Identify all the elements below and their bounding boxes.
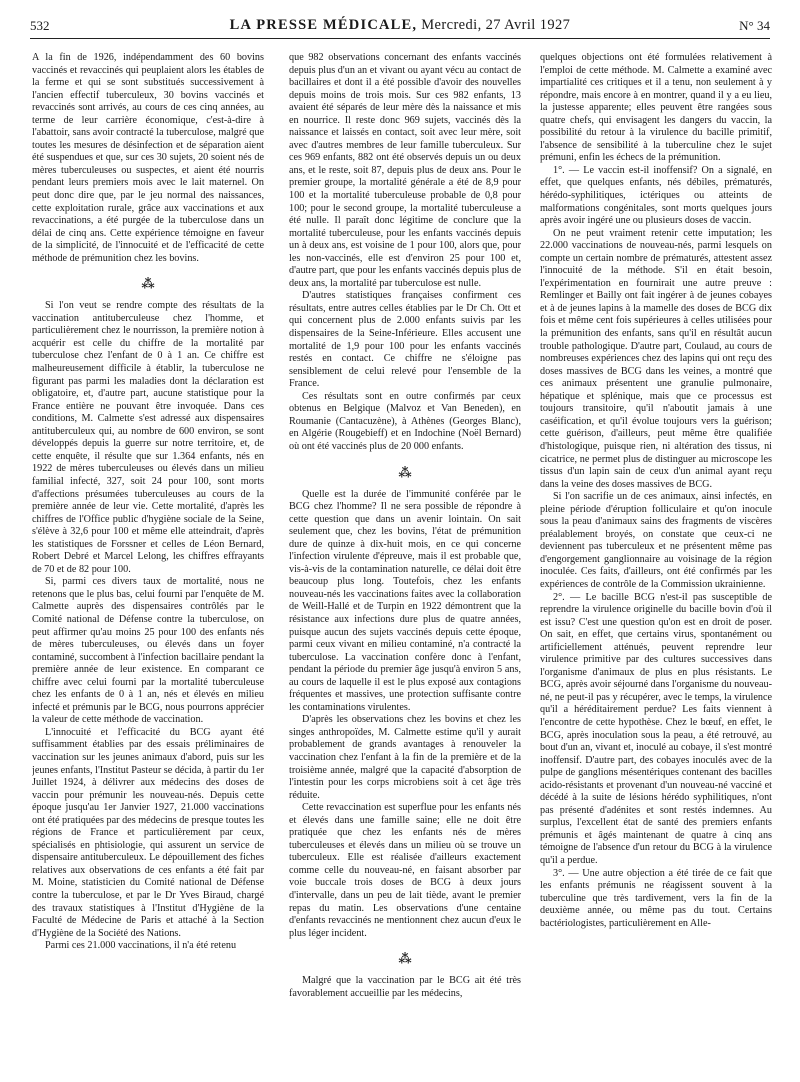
paragraph: D'autres statistiques françaises confirment ces résultats, entre autres celles établies par le Dr Ch. Ott et qui concernent plus de 2.000 enfants suivis par les dispensaires de la Seine-Inférieure. Elles accusent une mortalité de 1,9 pour 100 pour les enfants vaccinés restés en contact. Ce chiffre ne s'éloigne pas sensiblement de celui relevé pour l'ensemble de la France. (289, 290, 521, 390)
column-right (540, 52, 772, 1076)
paragraph: Parmi ces 21.000 vaccinations, il n'a été retenu (45, 940, 237, 952)
paragraph: Ces résultats sont en outre confirmés par ceux obtenus en Belgique (Malvoz et Van Beneden), en Roumanie (Cantacuzène), à Athènes (Georges Blanc), en Algérie (Rougebieff) et en Indochine (Noël Bernard) où ont été vaccinés plus de 20 000 enfants. (289, 390, 521, 452)
asterism-separator: ⁂ (398, 951, 412, 967)
issue-number: N° 34 (739, 18, 770, 33)
running-title (30, 17, 770, 34)
issue-date: Mercredi, 27 Avril 1927 (421, 17, 571, 33)
paragraph: Si, parmi ces divers taux de mortalité, nous ne retenons que le plus bas, celui fourni par l'enquête de M. Calmette auprès des dispensaires contrôlés par le Comité national de Défense contre la tuberculose, on peut affirmer qu'au moins 25 pour 100 des enfants nés de mères tuberculeuses, ou élevés dans un foyer contaminé, succombent à l'infection bacillaire pendant la première année de leur existence. En comparant ce chiffre avec celui fourni par la mortalité tuberculeuse chez les enfants de 0 à 1 an, nés et élevés en milieu infecté et prémunis par le BCG, nous pourrons apprécier la valeur de cette méthode de vaccination. (32, 576, 264, 726)
paragraph: quelques objections ont été formulées relativement à l'emploi de cette méthode. M. Calmette a examiné avec impartialité ces critiques et il a tenu, non seulement à y répondre, mais encore à en montrer, quand il y a eu lieu, la justesse apparente; elles peuvent être rangées sous quatre chefs, qui envisagent les dangers du vaccin, la possibilité du retour à la virulence du bacille primitif, l'absence de sensibilité à la tuberculine chez le sujet prémuni, enfin les échecs de la prémunition. (540, 52, 772, 164)
column-middle (289, 52, 521, 1076)
paragraph: Si l'on sacrifie un de ces animaux, ainsi infectés, en pleine période d'éruption folliculaire et qu'on inocule sous la peau d'animaux sains des fragments de viscères préalablement broyés, on constate que ceux-ci ne deviennent pas tuberculeux et ne présentent même pas d'engorgement ganglionnaire au voisinage de la région inoculée. Ces faits, d'ailleurs, ont été confirmés par les expériences de contrôle de la Commission ukrainienne. (540, 491, 772, 590)
page-header (30, 14, 770, 39)
page-number: 532 (30, 18, 50, 33)
paragraph: 3°. — Une autre objection a été tirée de ce fait que les enfants prémunis ne réagissent souvent à la tuberculine que très tardivement, vers la fin de la deuxième année, ou même pas du tout. Certains bactériologistes, particulièrement en Alle- (540, 867, 772, 929)
paragraph: Quelle est la durée de l'immunité conférée par le BCG chez l'homme? Il ne sera possible de répondre à cette question que dans un avenir lointain. On sait seulement que, chez les bovins, l'état de prémunition dure de quinze à dix-huit mois, en ce qui concerne l'infection virulente d'épreuve, mais il est probable que, vis-à-vis de la contamination naturelle, ce délai doit être beaucoup plus long. Toutefois, chez les enfants nouveau-nés les vaccinations faites avec la collaboration de Weill-Hallé et de Turpin en 1922 démontrent que la résistance aux infections dure plus de quatre années, puisque aucun des sujets vaccinés depuis cette époque, parmi ceux vivant en milieu contaminé, n'a contracté la tuberculose. La vaccination confère donc à l'enfant, pendant la période du premier âge jusqu'à environ 5 ans, au cours de laquelle il est le plus exposé aux contagions fréquentes et massives, une protection suffisante contre les contaminations virulentes. (289, 488, 521, 713)
paragraph: que 982 observations concernant des enfants vaccinés depuis plus d'un an et vivant ou ayant vécu au contact de bacillaires et dont il a été possible d'avoir des nouvelles depuis moins de trois mois. Sur ces 982 enfants, 13 avaient été séparés de leur mère dès la naissance et mis en nourrice. Il reste donc 969 sujets, vaccinés dès la naissance et laissés en contact, soit avec leur mère, soit avec d'autres membres de leur famille tuberculeux. Sur ces 969 enfants, 882 ont été observés depuis un ou deux ans, et le reste, soit 87, depuis plus de deux ans. Pour le premier groupe, la mortalité générale a été de 8,9 pour 100 et la mortalité tuberculeuse probable de 0,8 pour 100; pour le second groupe, la mortalité tuberculeuse a été nulle. Il paraît donc légitime de conclure que la mortalité tuberculeuse, pour les enfants vaccinés depuis un à deux ans, est voisine de 1 pour 100, alors que, pour les non-vaccinés, elle est d'environ 25 pour 100 et, d'autre part, que pour les enfants vaccinés depuis plus de deux ans, la mortalité par tuberculose est nulle. (289, 52, 521, 289)
paragraph: Malgré que la vaccination par le BCG ait été très favorablement accueillie par les médecins, (289, 975, 521, 999)
paragraph: A la fin de 1926, indépendamment des 60 bovins vaccinés et revaccinés qui peuplaient alors les étables de la ferme et qui se sont substitués successivement à l'ancien effectif tuberculeux, 30 bovins vaccinés et revaccinés sont arrivés, au cours de ces cinq années, au terme de leur carrière économique, c'est-à-dire à l'abattoir, sans avoir contracté la tuberculose, malgré que toutes les mesures de désinfection et de séparation aient été suspendues et que, sur ces 30 sujets, 20 soient nés de mères tuberculeuses ou suspectes, et aient été nourris pendant leurs premiers mois avec le lait maternel. On peut donc dire que, par le jeu normal des naissances, cette exploitation rurale, grâce aux vaccinations et aux revaccinations, a été purgée de la tuberculose dans un délai de cinq ans. Cette expérience témoigne en faveur de la simplicité, de l'innocuité et de l'efficacité de cette méthode de prémunition chez les bovins. (32, 52, 264, 264)
asterism-separator: ⁂ (141, 276, 155, 292)
paragraph: Cette revaccination est superflue pour les enfants nés et élevés dans une famille saine; elle ne doit être pratiquée que chez les enfants nés de mères tuberculeuses et élevés dans un milieu où se trouve un tuberculeux. Elle est réalisée d'ailleurs exactement comme celle du nouveau-né, en faisant absorber par voie buccale trois doses de BCG à deux jours d'intervalle, dans un peu de lait tiède, avant le premier repas du matin. Les observations d'une centaine d'enfants revaccinés ne mentionnent chez aucun d'eux le plus léger incident. (289, 802, 521, 939)
paragraph: 2°. — Le bacille BCG n'est-il pas susceptible de reprendre la virulence originelle du bacille bovin d'où il est issu? C'est une question qu'on est en droit de poser. On sait, en effet, que certains virus, spontanément ou artificiellement atténués, peuvent reprendre leur virulence primitive par des cultures successives dans l'organisme d'animaux de plus en plus résistants. Le BCG, après avoir séjourné dans l'organisme du nouveau-né, ne peut-il pas y récupérer, avec le temps, la virulence qu'il a héréditairement perdue? Les faits viennent à l'encontre de cette hypothèse. Chez le bœuf, en effet, le BCG, après inoculation sous la peau, a été retrouvé, au bout d'un an, vivant et, inoculé au cobaye, il s'est montré inoffensif. D'autre part, des cobayes inoculés avec de la pulpe de ganglions mésentériques contenant des bacilles acido-résistants et provenant d'un nouveau-né vacciné et décédé à la suite de lésions hérédo syphilitiques, n'ont pas présenté d'adénites et sont restés indemnes. Au surplus, l'excellent état de santé des premiers enfants prémunis et âgés maintenant de quatre à cinq ans témoigne de l'absence d'un retour du BCG à la virulence qu'il a perdue. (540, 591, 772, 866)
asterism-separator: ⁂ (398, 464, 412, 480)
column-left (32, 52, 264, 1076)
paragraph: 1°. — Le vaccin est-il inoffensif? On a signalé, en effet, que quelques enfants, nés débiles, prématurés, hérédo-syphilitiques, ictériques ou atteints de malformations congénitales, sont morts quelques jours après avoir ingéré une ou plusieurs doses de vaccin. (540, 164, 772, 227)
paragraph: On ne peut vraiment retenir cette imputation; les 22.000 vaccinations de nouveau-nés, parmi lesquels on compte un certain nombre de prématurés, attestent assez l'innocuité de la méthode. S'il en était besoin, l'expérimentation en fournirait une autre preuve : Remlinger et Bailly ont fait ingérer à de jeunes cobayes et à de jeunes lapins à la mamelle des doses de BCG dix fois et même cent fois supérieures à celles utilisées pour la prémunition des enfants, sans qu'il en résultât aucun trouble pathologique. D'autre part, Coulaud, au cours de nombreuses expériences chez des lapins qui ont reçu des doses massives de BCG dans les veines, a montré que ces animaux présentent une granulie pulmonaire, hépatique et splénique, mais que ce processus est toujours transitoire, qu'il n'aboutit jamais à une caséification, et qu'il évolue toujours vers la guérison; cette guérison, d'ailleurs, peut même être qualifiée d'histologique, puisque rien, ni altération des tissus, ni cicatrice, ne permet plus de distinguer au microscope les tissus d'un lapin sain de ceux d'un animal ayant reçu dans la veine des doses massives de BCG. (540, 227, 772, 490)
paragraph: L'innocuité et l'efficacité du BCG ayant été suffisamment établies par des essais préliminaires de vaccination sur les jeunes animaux d'abord, puis sur les jeunes enfants, l'Institut Pasteur se décida, à partir du 1er Juillet 1924, à délivrer aux médecins des doses de vaccin pour prémunir les nouveau-nés. Depuis cette époque jusqu'au 1er Janvier 1927, 21.000 vaccinations ont été pratiquées par des médecins de presque toutes les régions de France et particulièrement par ceux, spécialisés en phtisiologie, qui assurent un service de dispensaire antituberculeux. Le dépouillement des fiches relatives aux observations de ces enfants a été fait par M. Moine, statisticien du Comité national de Défense contre la tuberculose, et par le Dr Yves Biraud, chargé des travaux statistiques à l'Institut d'Hygiène de la Faculté de Médecine de Paris et attaché à la Section d'Hygiène de la Société des Nations. (32, 726, 264, 939)
paragraph: D'après les observations chez les bovins et chez les singes anthropoïdes, M. Calmette estime qu'il y aurait probablement de grands avantages à renouveler la vaccination chez l'enfant à la fin de la première et de la troisième année, malgré que la capacité d'absorption de l'intestin pour les corps microbiens soit à cet âge très réduite. (289, 714, 521, 801)
journal-name: LA PRESSE MÉDICALE, (229, 17, 418, 33)
paragraph: Si l'on veut se rendre compte des résultats de la vaccination antituberculeuse chez l'homme, et particulièrement chez le nourrisson, la première notion à acquérir est celle du chiffre de la mortalité par tuberculose chez l'enfant de 0 à 1 an. Ce chiffre est malheureusement difficile à établir, la tuberculose ne figurant pas parmi les maladies dont la déclaration est obligatoire, et, d'autre part, aucune statistique pour la France entière ne pouvant être invoquée. Dans ces conditions, M. Calmette s'est adressé aux dispensaires antituberculeux qui, au nombre de 600 environ, se sont développés depuis la guerre sur notre territoire, et, de cette enquête, il résulte que sur 1.364 enfants, nés en 1922 de mères tuberculeuses ou élevés dans un milieu familial infecté, 327, soit 24 pour 100, sont morts d'affections présumées tuberculeuses au cours de la première année de leur vie. Cette mortalité, d'après les chiffres de l'Office public d'hygiène sociale de la Seine, s'élève à 32,6 pour 100 et même elle atteindrait, d'après les statistiques de Forssner et celles de Léon Bernard, Robert Debré et Marcel Lelong, les chiffres effrayants de 70 et de 82 pour 100. (32, 300, 264, 575)
